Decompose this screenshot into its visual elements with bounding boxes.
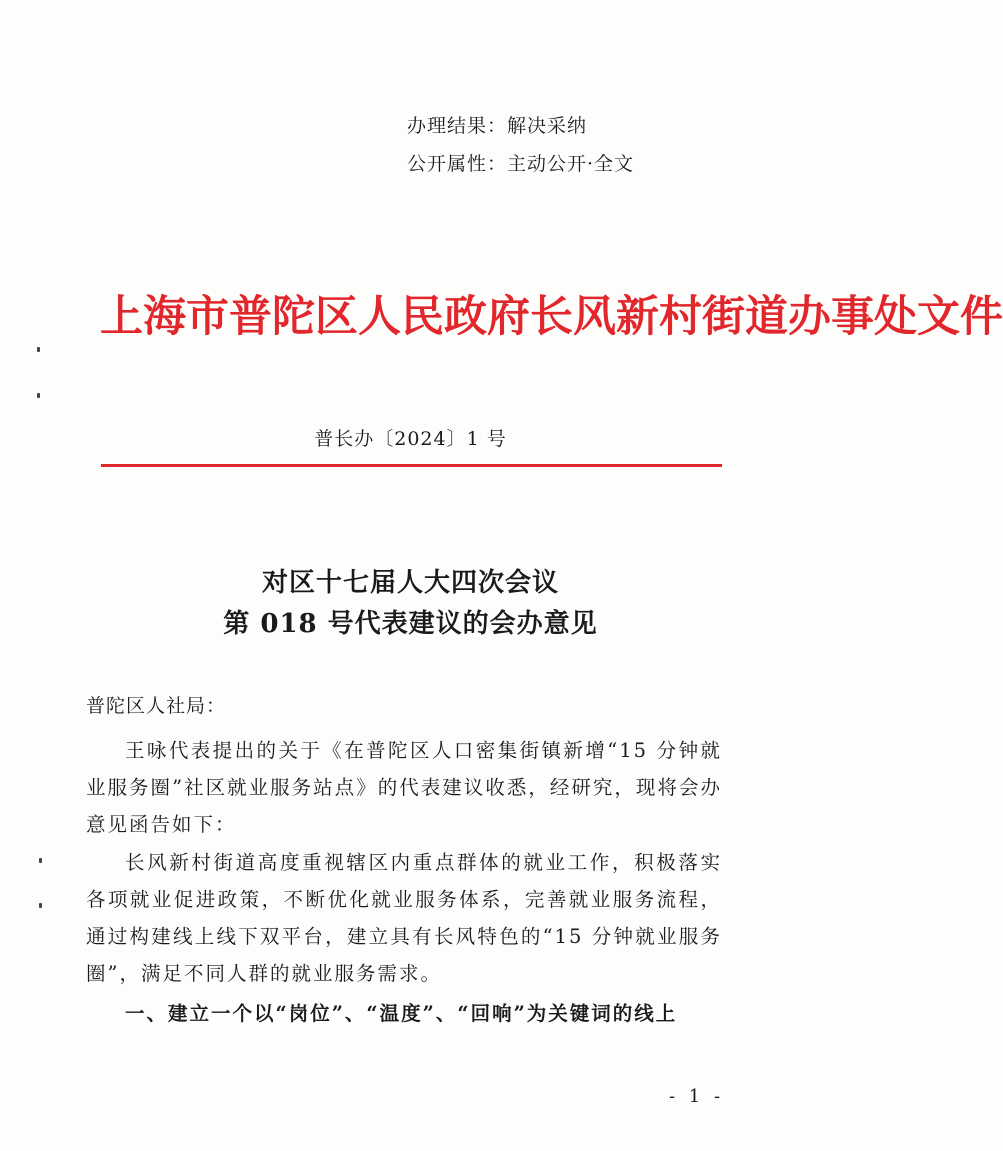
body-paragraph-1: 王咏代表提出的关于《在普陀区人口密集街镇新增“15 分钟就业服务圈”社区就业服务站点》的代表建议收悉，经研究，现将会办意见函告如下：: [86, 739, 722, 836]
binding-mark: [39, 903, 42, 908]
red-separator-line: [101, 464, 722, 467]
document-number: 普长办〔2024〕1 号: [314, 428, 507, 450]
disposition-result: 办理结果：解决采纳: [407, 115, 588, 137]
disclosure-attribute: 公开属性：主动公开·全文: [407, 153, 635, 175]
section-heading-1: 一、建立一个以“岗位”、“温度”、“回响”为关键词的线上: [125, 1002, 678, 1025]
binding-mark: [39, 858, 42, 863]
document-masthead: 上海市普陀区人民政府长风新村街道办事处文件: [100, 292, 1003, 342]
document-title-line-2: 第 018 号代表建议的会办意见: [223, 609, 598, 639]
binding-mark: [37, 347, 40, 352]
body-paragraph-2: 长风新村街道高度重视辖区内重点群体的就业工作，积极落实各项就业促进政策，不断优化就业服务体系，完善就业服务流程，通过构建线上线下双平台，建立具有长风特色的“15 分钟就业服务圈”，满足不同人群的就业服务需求。: [86, 851, 722, 985]
document-title-line-1: 对区十七届人大四次会议: [261, 568, 559, 598]
binding-mark: [37, 393, 40, 398]
addressee: 普陀区人社局：: [86, 695, 227, 717]
page-number: - 1 -: [669, 1086, 725, 1107]
